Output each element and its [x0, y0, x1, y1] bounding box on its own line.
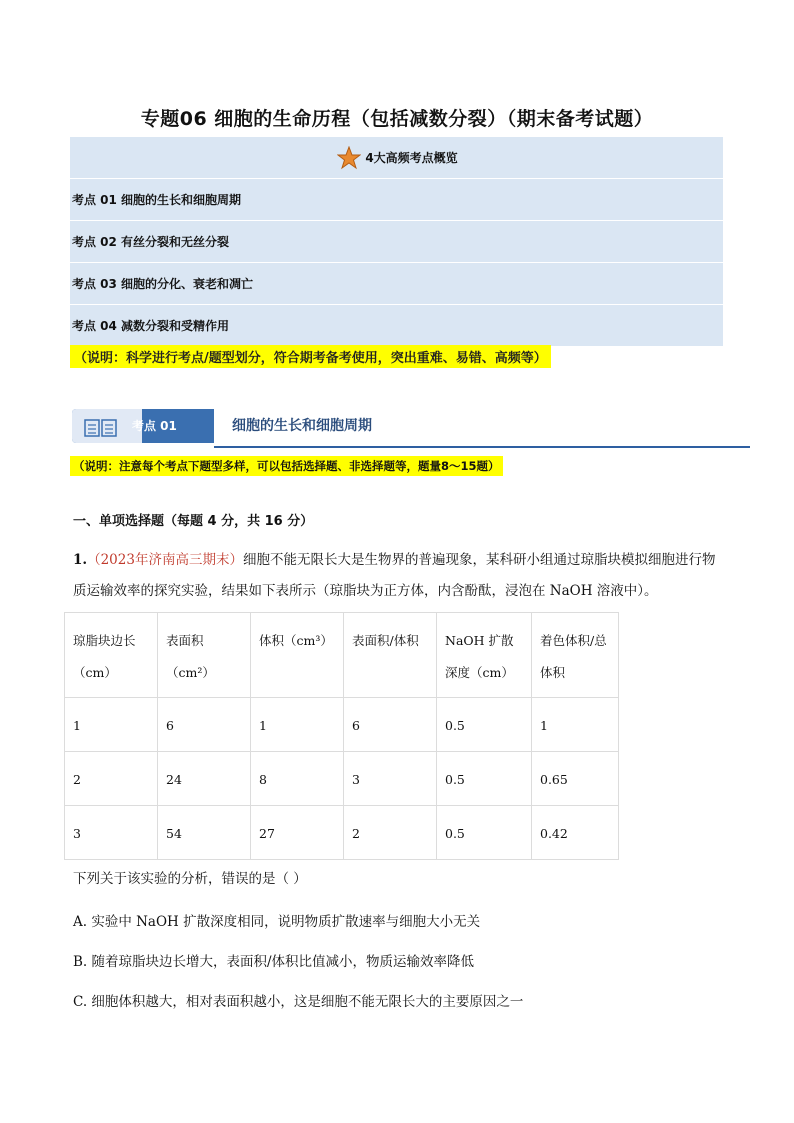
- question-text: [73, 545, 723, 607]
- table-header-cell: 表面积（cm²）: [158, 613, 251, 698]
- kp-note: （说明：注意每个考点下题型多样，可以包括选择题、非选择题等，题量8～15题）: [70, 456, 503, 476]
- divider: [214, 446, 750, 448]
- table-cell: 27: [251, 806, 344, 860]
- table-cell: 2: [65, 752, 158, 806]
- table-cell: 3: [344, 752, 437, 806]
- table-cell: 6: [344, 698, 437, 752]
- table-cell: 1: [251, 698, 344, 752]
- table-header-cell: 表面积/体积: [344, 613, 437, 698]
- table-row: [65, 806, 619, 860]
- question-source: （2023年济南高三期末）: [87, 552, 243, 568]
- overview-item: 考点 04 减数分裂和受精作用: [70, 305, 723, 347]
- star-icon: [337, 146, 361, 170]
- overview-item: 考点 03 细胞的分化、衰老和凋亡: [70, 263, 723, 305]
- kp-tag: 考点 01: [132, 419, 177, 433]
- question-body: 细胞不能无限长大是生物界的普遍现象，某科研小组通过琼脂块模拟细胞进行物质运输效率的探究实验，结果如下表所示（琼脂块为正方体，内含酚酞，浸泡在 NaOH 溶液中）。: [73, 552, 716, 599]
- page-title: 专题06 细胞的生命历程（包括减数分裂）（期末备考试题）: [140, 108, 654, 130]
- table-cell: 0.42: [532, 806, 619, 860]
- option-b: B. 随着琼脂块边长增大，表面积/体积比值减小，物质运输效率降低: [73, 954, 475, 970]
- overview-note: （说明：科学进行考点/题型划分，符合期考备考使用，突出重难、易错、高频等）: [70, 345, 551, 368]
- table-cell: 6: [158, 698, 251, 752]
- section-heading: 一、单项选择题（每题 4 分，共 16 分）: [73, 514, 314, 529]
- table-cell: 8: [251, 752, 344, 806]
- overview-item: 考点 02 有丝分裂和无丝分裂: [70, 221, 723, 263]
- table-cell: 24: [158, 752, 251, 806]
- table-header-cell: 体积（cm³）: [251, 613, 344, 698]
- option-a: A. 实验中 NaOH 扩散深度相同，说明物质扩散速率与细胞大小无关: [73, 914, 481, 930]
- table-cell: 3: [65, 806, 158, 860]
- table-row: [65, 752, 619, 806]
- question-prompt: 下列关于该实验的分析，错误的是（ ）: [73, 871, 307, 887]
- table-cell: 54: [158, 806, 251, 860]
- kp-title: 细胞的生长和细胞周期: [232, 418, 372, 434]
- overview-header-label: 4大高频考点概览: [365, 151, 458, 165]
- question-number: 1.: [73, 552, 88, 568]
- table-header-row: [65, 613, 619, 698]
- table-cell: 0.65: [532, 752, 619, 806]
- overview-item: 考点 01 细胞的生长和细胞周期: [70, 179, 723, 221]
- table-header-cell: NaOH 扩散深度（cm）: [437, 613, 532, 698]
- table-row: [65, 698, 619, 752]
- table-cell: 0.5: [437, 806, 532, 860]
- document-icon: [84, 419, 118, 437]
- overview-header: [70, 137, 723, 179]
- table-header-cell: 琼脂块边长（cm）: [65, 613, 158, 698]
- table-cell: 0.5: [437, 698, 532, 752]
- table-cell: 2: [344, 806, 437, 860]
- table-cell: 0.5: [437, 752, 532, 806]
- overview-table: [70, 137, 723, 347]
- table-cell: 1: [65, 698, 158, 752]
- option-c: C. 细胞体积越大，相对表面积越小，这是细胞不能无限长大的主要原因之一: [73, 994, 524, 1010]
- data-table: [64, 612, 619, 860]
- kp-banner: [70, 405, 750, 449]
- table-header-cell: 着色体积/总体积: [532, 613, 619, 698]
- table-cell: 1: [532, 698, 619, 752]
